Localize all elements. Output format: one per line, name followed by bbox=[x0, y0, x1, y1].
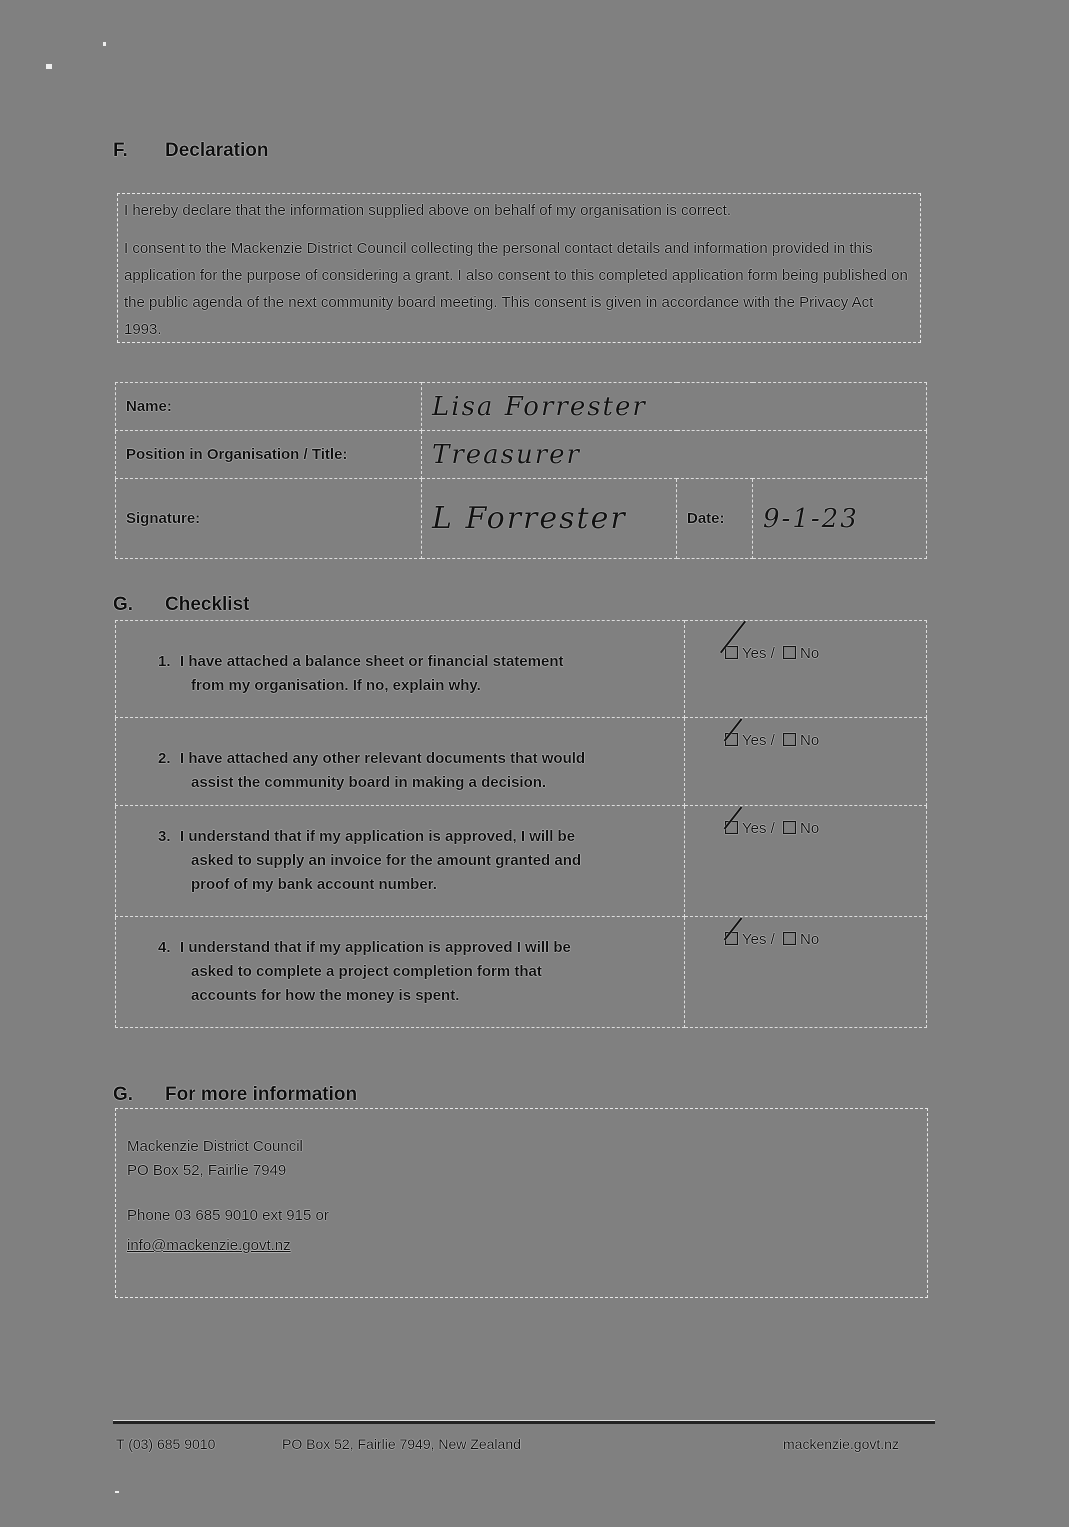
council-email-link[interactable]: info@mackenzie.govt.nz bbox=[127, 1237, 291, 1254]
yes-label: Yes bbox=[742, 645, 767, 662]
checklist-row bbox=[116, 917, 927, 1028]
declaration-statement: I hereby declare that the information supplied above on behalf of my organisation is correct. bbox=[124, 202, 732, 219]
section-letter: F. bbox=[113, 140, 128, 161]
yes-label: Yes bbox=[742, 732, 767, 749]
no-label: No bbox=[800, 732, 820, 749]
checklist-table bbox=[115, 620, 927, 1028]
privacy-consent: I consent to the Mackenzie District Council collecting the personal contact details and information provided in this application for the purpose of considering a grant. I also consent to this completed application form being published on the public agenda of the next community board meeting. This consent is given in accordance with the Privacy Act 1993. bbox=[124, 240, 908, 338]
no-checkbox[interactable] bbox=[783, 821, 796, 834]
scan-speck bbox=[103, 42, 106, 46]
yes-checkbox[interactable] bbox=[725, 733, 738, 746]
answer-cell-4: Yes / No bbox=[685, 917, 927, 1028]
section-letter: G. bbox=[113, 1084, 134, 1105]
section-title: For more information bbox=[165, 1084, 358, 1105]
no-label: No bbox=[800, 931, 820, 948]
checklist-item-4: 4. I understand that if my application is approved I will be asked to complete a project completion form that accounts for how the money is spent. bbox=[116, 917, 685, 1028]
checklist-row bbox=[116, 806, 927, 917]
no-checkbox[interactable] bbox=[783, 932, 796, 945]
answer-cell-2: Yes / No bbox=[685, 718, 927, 806]
declaration-box bbox=[117, 193, 921, 343]
signature-field[interactable]: L Forrester bbox=[422, 479, 677, 559]
section-title: Declaration bbox=[165, 140, 269, 161]
section-title: Checklist bbox=[165, 594, 250, 615]
council-name: Mackenzie District Council bbox=[127, 1138, 303, 1155]
answer-cell-3: Yes / No bbox=[685, 806, 927, 917]
more-info-box bbox=[115, 1108, 928, 1298]
council-phone: Phone 03 685 9010 ext 915 or bbox=[127, 1207, 329, 1224]
footer-phone: T (03) 685 9010 bbox=[116, 1436, 216, 1452]
scan-speck bbox=[46, 64, 52, 69]
date-label: Date: bbox=[677, 479, 753, 559]
council-address: PO Box 52, Fairlie 7949 bbox=[127, 1162, 287, 1179]
answer-cell-1: Yes / No bbox=[685, 621, 927, 718]
checklist-row bbox=[116, 718, 927, 806]
position-field[interactable]: Treasurer bbox=[422, 431, 927, 479]
yes-label: Yes bbox=[742, 820, 767, 837]
yes-label: Yes bbox=[742, 931, 767, 948]
footer-address: PO Box 52, Fairlie 7949, New Zealand bbox=[282, 1436, 521, 1452]
no-label: No bbox=[800, 645, 820, 662]
footer-rule bbox=[113, 1420, 935, 1424]
signoff-table bbox=[115, 382, 927, 559]
more-info-heading bbox=[113, 1084, 357, 1106]
checkmark-icon bbox=[724, 718, 743, 741]
name-label: Name: bbox=[116, 383, 422, 431]
position-label: Position in Organisation / Title: bbox=[116, 431, 422, 479]
yes-checkbox[interactable] bbox=[725, 646, 738, 659]
no-checkbox[interactable] bbox=[783, 733, 796, 746]
checklist-row bbox=[116, 621, 927, 718]
footer-website[interactable]: mackenzie.govt.nz bbox=[783, 1436, 899, 1452]
checkmark-icon bbox=[724, 917, 743, 940]
yes-checkbox[interactable] bbox=[725, 821, 738, 834]
yes-checkbox[interactable] bbox=[725, 932, 738, 945]
declaration-heading bbox=[113, 140, 268, 162]
section-letter: G. bbox=[113, 594, 134, 615]
no-checkbox[interactable] bbox=[783, 646, 796, 659]
no-label: No bbox=[800, 820, 820, 837]
checklist-item-2: 2. I have attached any other relevant documents that would assist the community board in making a decision. bbox=[116, 718, 685, 806]
scan-speck bbox=[115, 1491, 119, 1493]
name-field[interactable]: Lisa Forrester bbox=[422, 383, 927, 431]
signature-label: Signature: bbox=[116, 479, 422, 559]
date-field[interactable]: 9-1-23 bbox=[753, 479, 927, 559]
checklist-item-3: 3. I understand that if my application is approved, I will be asked to supply an invoice for the amount granted and proof of my bank account number. bbox=[116, 806, 685, 917]
checklist-item-1: 1. I have attached a balance sheet or financial statement from my organisation. If no, explain why. bbox=[116, 621, 685, 718]
checklist-heading bbox=[113, 594, 249, 616]
checkmark-icon bbox=[724, 806, 743, 829]
